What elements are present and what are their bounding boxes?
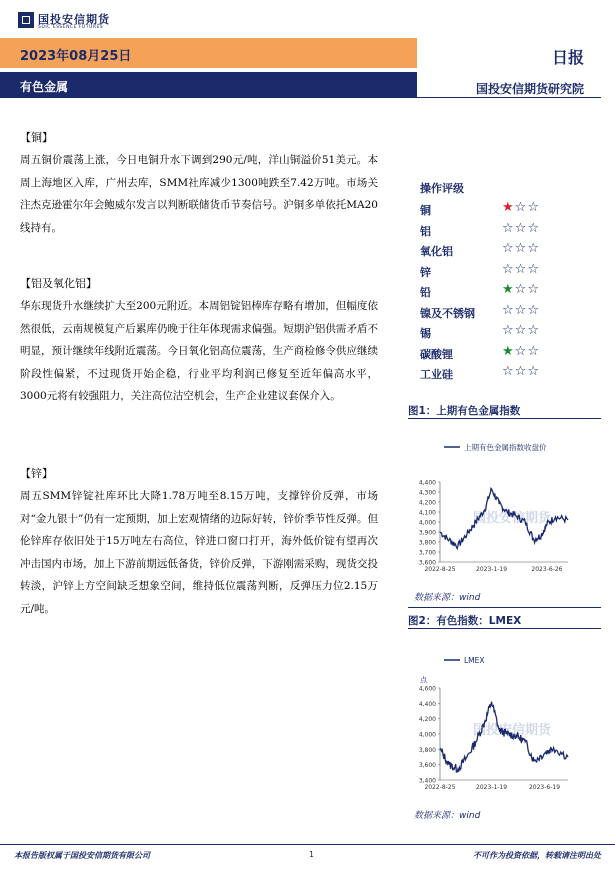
rating-row xyxy=(420,323,600,343)
footer-copyright: 本报告版权属于国投安信期货有限公司 xyxy=(14,851,150,860)
logo-text: 国投安信期货 xyxy=(38,13,110,26)
star-empty-icon: ☆ xyxy=(527,241,540,256)
y-tick-label: 4,200 xyxy=(418,499,436,507)
y-tick-label: 4,000 xyxy=(418,731,436,739)
chart-watermark: 国投安信期货 xyxy=(472,723,552,738)
star-empty-icon: ☆ xyxy=(527,220,540,236)
rating-commodity: 碳酸锂 xyxy=(420,347,453,361)
figure2-chart xyxy=(408,640,601,800)
aluminum-heading: 【铝及氧化铝】 xyxy=(20,277,97,290)
star-empty-icon: ☆ xyxy=(514,323,528,338)
star-filled-icon: ★ xyxy=(502,200,515,215)
header-rule xyxy=(417,97,601,98)
rating-row xyxy=(420,303,600,323)
star-empty-icon: ☆ xyxy=(502,261,515,277)
star-empty-icon: ☆ xyxy=(502,302,515,318)
logo-subtext: SDIC ESSENCE FUTURES xyxy=(38,25,104,30)
star-filled-icon: ★ xyxy=(502,343,515,359)
star-empty-icon: ☆ xyxy=(527,302,540,318)
star-empty-icon: ☆ xyxy=(502,241,515,256)
rating-commodity: 镍及不锈钢 xyxy=(420,306,475,320)
page-number: 1 xyxy=(309,850,315,859)
star-empty-icon: ☆ xyxy=(514,282,528,297)
rating-row xyxy=(420,262,600,282)
rating-commodity: 工业硅 xyxy=(420,368,453,381)
y-tick-label: 4,400 xyxy=(418,700,436,708)
rating-row xyxy=(420,221,600,241)
star-empty-icon: ☆ xyxy=(514,220,528,236)
y-tick-label: 4,100 xyxy=(418,509,436,517)
rating-row xyxy=(420,241,600,261)
footer-disclaimer: 不可作为投资依据，转载请注明出处 xyxy=(473,851,601,860)
figure2-rule xyxy=(408,628,601,629)
star-empty-icon: ☆ xyxy=(527,261,540,277)
x-tick-label: 2023-1-19 xyxy=(476,566,508,573)
legend-label: 上期有色金属指数收盘价 xyxy=(464,443,547,452)
institute-name: 国投安信期货研究院 xyxy=(475,82,584,96)
star-empty-icon: ☆ xyxy=(514,343,528,359)
star-empty-icon: ☆ xyxy=(527,323,540,338)
star-empty-icon: ☆ xyxy=(502,323,515,338)
y-tick-label: 4,200 xyxy=(418,716,436,724)
y-tick-label: 4,000 xyxy=(418,519,436,527)
copper-heading: 【铜】 xyxy=(20,131,53,144)
y-unit-label: 点 xyxy=(420,676,427,684)
rating-commodity: 铜 xyxy=(420,204,431,217)
rating-stars xyxy=(502,262,540,277)
rating-row xyxy=(420,364,600,384)
figure1-title: 图1：上期有色金属指数 xyxy=(408,405,521,417)
rating-commodity: 铅 xyxy=(420,286,431,299)
star-empty-icon: ☆ xyxy=(527,343,540,359)
rating-title: 操作评级 xyxy=(420,182,464,195)
x-tick-label: 2023-1-19 xyxy=(476,784,508,791)
y-tick-label: 3,700 xyxy=(418,549,436,557)
star-empty-icon: ☆ xyxy=(514,200,528,215)
rating-row xyxy=(420,200,600,220)
rating-stars xyxy=(502,344,540,359)
y-tick-label: 3,800 xyxy=(418,539,436,547)
rating-stars xyxy=(502,221,540,236)
figure1-source: 数据来源：wind xyxy=(414,593,481,603)
report-date: 2023年08月25日 xyxy=(20,49,132,64)
rating-stars xyxy=(502,200,540,215)
footer-rule xyxy=(0,844,615,845)
figure2-source: 数据来源：wind xyxy=(414,811,481,821)
rating-stars xyxy=(502,303,540,318)
star-empty-icon: ☆ xyxy=(527,200,540,215)
y-tick-label: 3,600 xyxy=(418,559,436,567)
star-empty-icon: ☆ xyxy=(502,364,515,379)
zinc-heading: 【锌】 xyxy=(20,467,53,480)
star-empty-icon: ☆ xyxy=(527,282,540,297)
star-empty-icon: ☆ xyxy=(514,302,528,318)
star-empty-icon: ☆ xyxy=(514,241,528,256)
report-type: 日报 xyxy=(551,48,584,67)
star-empty-icon: ☆ xyxy=(527,364,540,379)
figure1-bottom-rule xyxy=(408,607,601,608)
rating-row xyxy=(420,344,600,364)
x-tick-label: 2023-6-19 xyxy=(528,784,561,791)
rating-stars xyxy=(502,364,540,379)
rating-commodity: 氧化铝 xyxy=(420,245,453,258)
logo-mark-inner xyxy=(22,16,30,24)
rating-stars xyxy=(502,323,540,338)
aluminum-paragraph: 华东现货升水继续扩大至200元附近。本周铝锭铝棒库存略有增加，但幅度依然很低，云南规模复产后累库仍晚于往年体现需求偏强。短期沪铝供需矛盾不明显，预计继续年线附近震荡。今日氧化铝高位震荡，生产商检修令供应继续阶段性偏紧，不过现货开始企稳，行业平均利润已修复至近年偏高水平，3000元将有较强阻力，关注高位沽空机会，生产企业建议套保介入。 xyxy=(20,300,378,402)
rating-stars xyxy=(502,282,540,297)
y-tick-label: 3,600 xyxy=(418,762,436,770)
star-filled-icon: ★ xyxy=(502,282,515,297)
y-tick-label: 3,800 xyxy=(418,746,436,754)
star-empty-icon: ☆ xyxy=(502,220,515,236)
zinc-paragraph: 周五SMM锌锭社库环比大降1.78万吨至8.15万吨，支撑锌价反弹，市场对“金九银十”仍有一定预期，加上宏观情绪的边际好转，锌价季节性反弹。但伦锌库存依旧处于15万吨左右高位，锌进口窗口打开，海外低价锭有望再次冲击国内市场，加上下游前期远低备货，锌价反弹，下游刚需采购，现货交投转淡，沪锌上方空间缺乏想象空间，维持低位震荡判断，反弹压力位2.15万元/吨。 xyxy=(20,490,378,615)
section-title: 有色金属 xyxy=(20,80,69,94)
chart-watermark: 国投安信期货 xyxy=(472,511,552,526)
y-tick-label: 4,300 xyxy=(418,489,436,497)
rating-commodity: 锡 xyxy=(420,327,431,340)
x-tick-label: 2023-6-26 xyxy=(531,566,563,573)
rating-stars xyxy=(502,241,540,256)
copper-paragraph: 周五铜价震荡上涨，今日电铜升水下调到290元/吨，洋山铜溢价51美元。本周上海地区入库，广州去库，SMM社库减少1300吨跌至7.42万吨。市场关注杰克逊霍尔年会鲍威尔发言以判断联储货币节奏信号。沪铜多单依托MA20线持有。 xyxy=(20,154,378,234)
rating-row xyxy=(420,282,600,302)
x-tick-label: 2022-8-25 xyxy=(424,566,456,573)
figure1-rule xyxy=(408,418,601,419)
legend-label: LMEX xyxy=(464,656,485,665)
figure2-title: 图2：有色指数：LMEX xyxy=(408,615,522,627)
y-tick-label: 3,400 xyxy=(418,777,436,785)
rating-commodity: 铝 xyxy=(420,224,431,238)
star-empty-icon: ☆ xyxy=(514,261,528,277)
figure1-chart xyxy=(408,430,601,585)
rating-commodity: 锌 xyxy=(420,265,431,279)
x-tick-label: 2022-8-25 xyxy=(424,784,456,791)
y-tick-label: 4,400 xyxy=(418,479,436,487)
y-tick-label: 3,900 xyxy=(418,529,436,537)
star-empty-icon: ☆ xyxy=(514,364,528,379)
y-tick-label: 4,600 xyxy=(418,685,436,693)
